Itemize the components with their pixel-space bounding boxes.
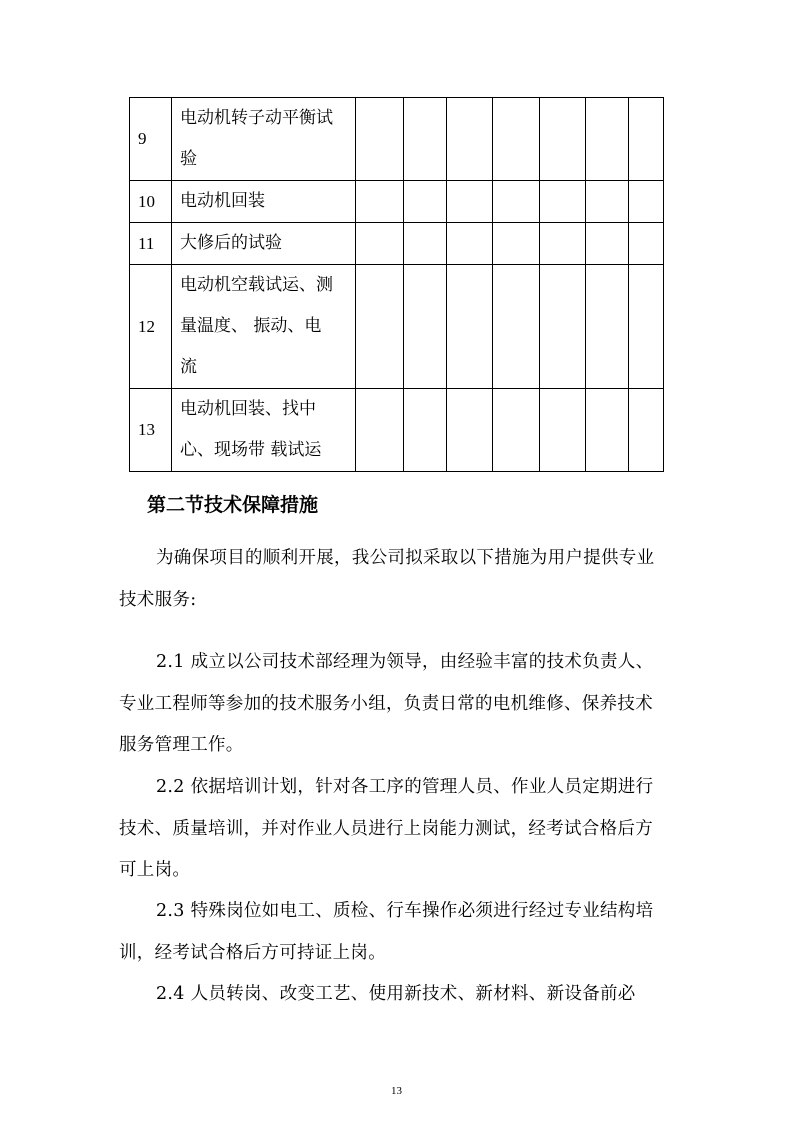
blank-cell — [586, 181, 629, 223]
blank-cell — [404, 223, 447, 265]
blank-cell — [404, 98, 447, 181]
blank-cell — [447, 389, 493, 472]
blank-cell — [493, 181, 540, 223]
table-row — [130, 98, 664, 181]
paragraph-2-1: 2.1 成立以公司技术部经理为领导，由经验丰富的技术负责人、专业工程师等参加的技术服务小组，负责日常的电机维修、保养技术服务管理工作。 — [119, 652, 654, 755]
blank-cell — [540, 98, 586, 181]
maintenance-schedule-table — [129, 97, 664, 472]
row-item: 电动机回装 — [172, 181, 356, 223]
blank-cell — [540, 181, 586, 223]
blank-cell — [493, 389, 540, 472]
row-number: 9 — [130, 98, 172, 181]
blank-cell — [356, 98, 404, 181]
blank-cell — [447, 98, 493, 181]
blank-cell — [447, 223, 493, 265]
paragraph-2-2: 2.2 依据培训计划，针对各工序的管理人员、作业人员定期进行技术、质量培训，并对作业人员进行上岗能力测试，经考试合格后方可上岗。 — [119, 777, 654, 880]
blank-cell — [586, 223, 629, 265]
blank-cell — [629, 223, 664, 265]
blank-cell — [493, 223, 540, 265]
blank-cell — [586, 389, 629, 472]
blank-cell — [404, 181, 447, 223]
table-row — [130, 223, 664, 265]
row-item: 电动机转子动平衡试 验 — [172, 98, 356, 181]
blank-cell — [493, 265, 540, 389]
paragraph-2-3: 2.3 特殊岗位如电工、质检、行车操作必须进行经过专业结构培训，经考试合格后方可持证上岗。 — [119, 901, 654, 963]
blank-cell — [629, 265, 664, 389]
row-number: 13 — [130, 389, 172, 472]
blank-cell — [447, 181, 493, 223]
blank-cell — [540, 223, 586, 265]
row-number: 11 — [130, 223, 172, 265]
row-item: 电动机空载试运、测 量温度、 振动、电 流 — [172, 265, 356, 389]
blank-cell — [629, 181, 664, 223]
row-item: 电动机回装、找中 心、现场带 载试运 — [172, 389, 356, 472]
blank-cell — [356, 389, 404, 472]
blank-cell — [404, 265, 447, 389]
section-heading: 第二节技术保障措施 — [147, 494, 319, 516]
blank-cell — [586, 98, 629, 181]
blank-cell — [629, 98, 664, 181]
blank-cell — [493, 98, 540, 181]
row-item: 大修后的试验 — [172, 223, 356, 265]
paragraph-2-4: 2.4 人员转岗、改变工艺、使用新技术、新材料、新设备前必 — [156, 984, 636, 1004]
blank-cell — [356, 223, 404, 265]
paragraph-intro: 为确保项目的顺利开展，我公司拟采取以下措施为用户提供专业技术服务: — [119, 548, 655, 610]
row-number: 12 — [130, 265, 172, 389]
table-row — [130, 389, 664, 472]
table-row — [130, 265, 664, 389]
blank-cell — [540, 265, 586, 389]
blank-cell — [586, 265, 629, 389]
blank-cell — [447, 265, 493, 389]
blank-cell — [356, 265, 404, 389]
blank-cell — [404, 389, 447, 472]
blank-cell — [540, 389, 586, 472]
page-number: 13 — [391, 1085, 402, 1097]
row-number: 10 — [130, 181, 172, 223]
blank-cell — [629, 389, 664, 472]
table-row — [130, 181, 664, 223]
blank-cell — [356, 181, 404, 223]
